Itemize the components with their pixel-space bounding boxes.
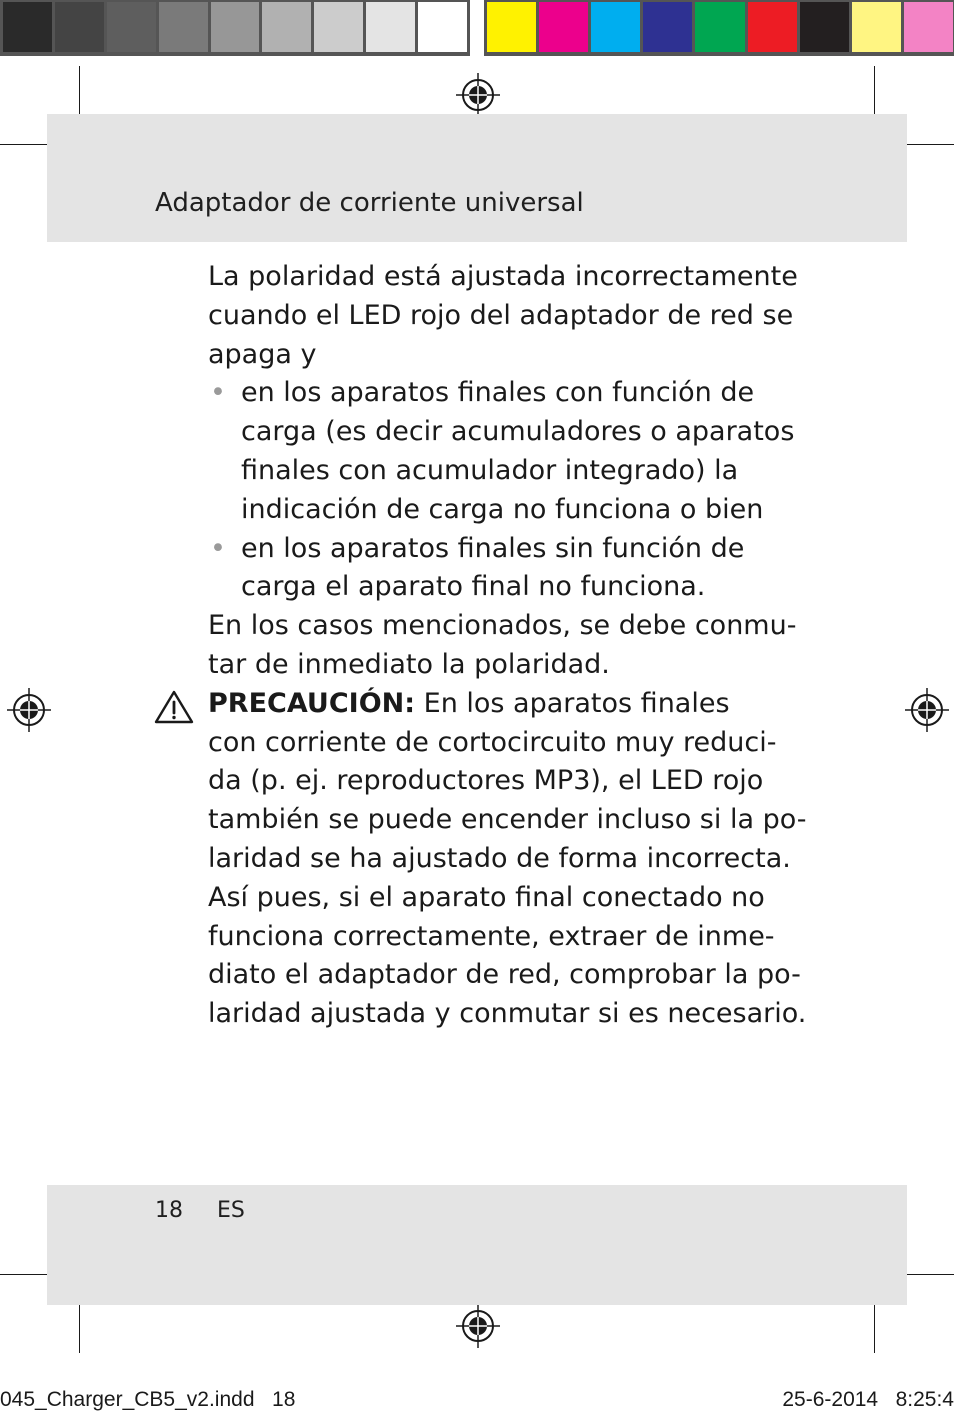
caution-line — [208, 685, 808, 724]
text-line: carga (es decir acumuladores o aparatos — [241, 416, 795, 448]
body-text — [208, 258, 808, 1034]
color-swatch — [487, 2, 536, 52]
caution-text: En los aparatos finales — [415, 687, 730, 719]
color-swatch — [539, 2, 588, 52]
registration-mark-icon — [456, 73, 500, 117]
list-item-text: en los aparatos finales con función de — [241, 377, 755, 409]
gray-swatch — [262, 2, 311, 52]
list-item — [208, 530, 808, 569]
caution-label: PRECAUCIÓN: — [208, 687, 416, 719]
grayscale-calibration-bar — [0, 0, 470, 56]
page-title: Adaptador de corriente universal — [155, 188, 584, 218]
text-line: también se puede encender incluso si la po- — [208, 804, 807, 836]
color-swatch — [695, 2, 744, 52]
list-item-text: en los aparatos finales sin función de — [241, 532, 745, 564]
gray-swatch — [366, 2, 415, 52]
text-line: cuando el LED rojo del adaptador de red se — [208, 299, 794, 331]
crop-mark — [874, 1297, 875, 1353]
text-line: La polaridad está ajustada incorrectamente — [208, 261, 798, 292]
registration-mark-icon — [905, 688, 949, 732]
gray-swatch — [159, 2, 208, 52]
color-swatch — [852, 2, 901, 52]
color-swatch — [904, 2, 953, 52]
registration-mark-icon — [7, 688, 51, 732]
crop-mark — [79, 1297, 80, 1353]
bullet: • — [210, 377, 226, 409]
color-swatch — [800, 2, 849, 52]
page-number: 18 — [155, 1198, 183, 1223]
text-line: diato el adaptador de red, comprobar la po- — [208, 959, 801, 991]
color-swatch — [643, 2, 692, 52]
print-slug-datetime: 25-6-2014 8:25:4 — [782, 1388, 954, 1411]
text-line: tar de inmediato la polaridad. — [208, 648, 610, 680]
language-code: ES — [217, 1198, 245, 1223]
color-calibration-bar — [484, 0, 954, 56]
text-line: finales con acumulador integrado) la — [241, 454, 739, 486]
print-slug-file: 045_Charger_CB5_v2.indd 18 — [0, 1388, 296, 1411]
gray-swatch — [3, 2, 52, 52]
text-line: Así pues, si el aparato final conectado no — [208, 881, 765, 913]
gray-swatch — [107, 2, 156, 52]
text-line: da (p. ej. reproductores MP3), el LED rojo — [208, 765, 764, 797]
text-line: con corriente de cortocircuito muy reduci- — [208, 726, 777, 758]
registration-mark-icon — [456, 1304, 500, 1348]
text-line: funciona correctamente, extraer de inme- — [208, 920, 775, 952]
warning-triangle-icon — [154, 689, 194, 725]
header-band — [47, 114, 907, 242]
text-line: carga el aparato final no funciona. — [241, 571, 706, 603]
text-line: En los casos mencionados, se debe conmu- — [208, 610, 797, 642]
color-swatch — [748, 2, 797, 52]
gray-swatch — [211, 2, 260, 52]
list-item — [208, 374, 808, 413]
text-line: laridad ajustada y conmutar si es necesario. — [208, 998, 807, 1030]
gray-swatch — [418, 2, 467, 52]
text-line: apaga y — [208, 338, 317, 370]
bullet: • — [210, 532, 226, 564]
text-line: indicación de carga no funciona o bien — [241, 493, 764, 525]
text-line: laridad se ha ajustado de forma incorrecta. — [208, 842, 791, 874]
gray-swatch — [55, 2, 104, 52]
gray-swatch — [314, 2, 363, 52]
color-swatch — [591, 2, 640, 52]
